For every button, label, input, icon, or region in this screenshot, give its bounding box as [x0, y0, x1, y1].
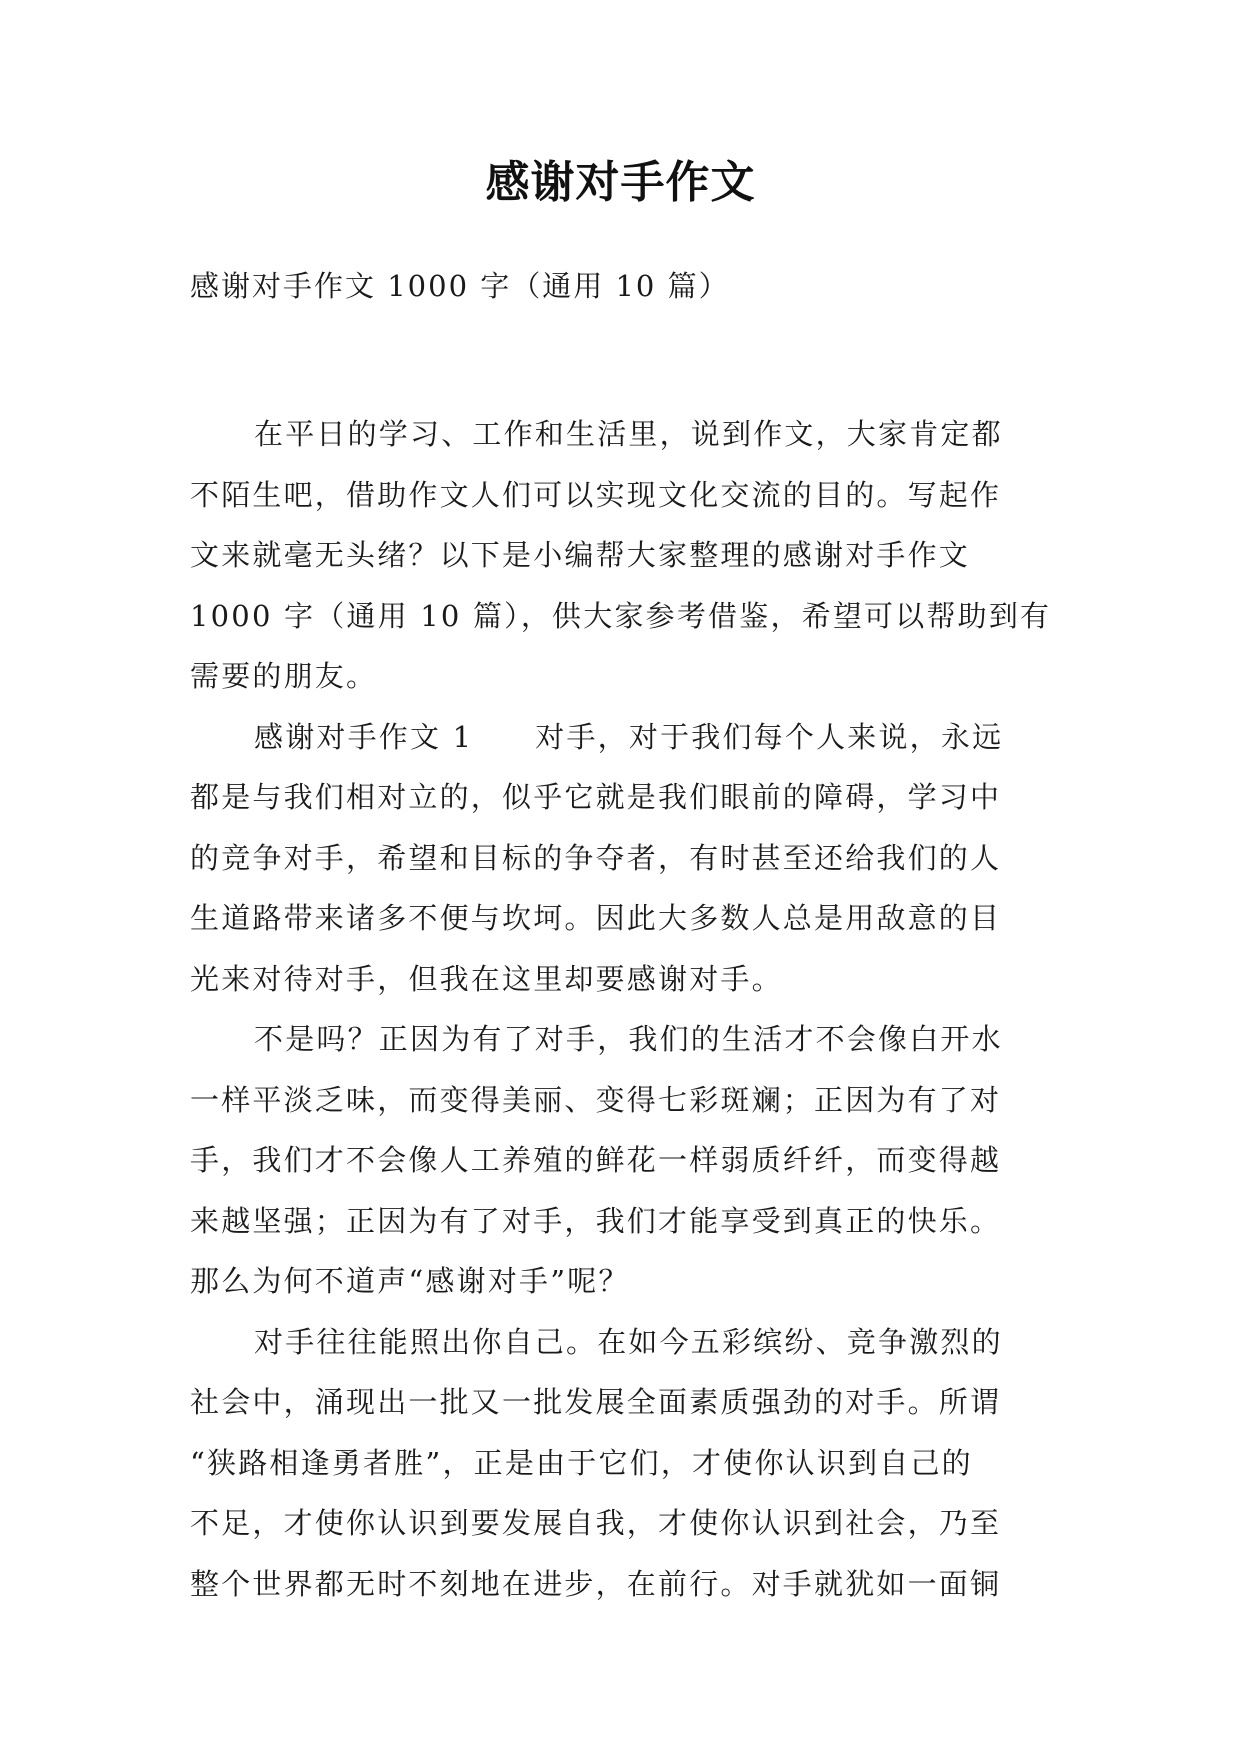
paragraph-line: 整个世界都无时不刻地在进步，在前行。对手就犹如一面铜 — [190, 1566, 1002, 1601]
paragraph-line: 光来对待对手，但我在这里却要感谢对手。 — [190, 961, 783, 996]
paragraph-line: 在平日的学习、工作和生活里，说到作文，大家肯定都 — [254, 417, 1003, 451]
paragraph-line: 需要的朋友。 — [190, 659, 378, 693]
essay-heading-line — [190, 707, 1070, 768]
paragraph-line: 不陌生吧，借助作文人们可以实现文化交流的目的。写起作 — [190, 477, 1002, 512]
paragraph-line: 的竞争对手，希望和目标的争夺者，有时甚至还给我们的人 — [190, 840, 1002, 875]
paragraph-line: 一样平淡乏味，而变得美丽、变得七彩斑斓；正因为有了对 — [190, 1082, 1002, 1117]
body-paragraph — [190, 1312, 1070, 1615]
document-body — [190, 404, 1070, 1614]
paragraph-line: 不足，才使你认识到要发展自我，才使你认识到社会，乃至 — [190, 1506, 1002, 1540]
intro-paragraph — [190, 404, 1070, 707]
paragraph-line: 手，我们才不会像人工养殖的鲜花一样弱质纤纤，而变得越 — [190, 1143, 1002, 1177]
paragraph-line: 不是吗？正因为有了对手，我们的生活才不会像白开水 — [254, 1022, 1003, 1056]
paragraph-text: 对手，对于我们每个人来说，永远 — [535, 719, 1004, 754]
paragraph-line: 那么为何不道声“感谢对手”呢？ — [190, 1264, 630, 1298]
paragraph-line: 社会中，涌现出一批又一批发展全面素质强劲的对手。所谓 — [190, 1385, 1002, 1419]
body-paragraph — [190, 1009, 1070, 1312]
document-title: 感谢对手作文 — [485, 157, 756, 208]
paragraph-line: 都是与我们相对立的，似乎它就是我们眼前的障碍，学习中 — [190, 780, 1002, 814]
document-subtitle: 感谢对手作文 1000 字（通用 10 篇） — [190, 269, 730, 303]
paragraph-line: 对手往往能照出你自己。在如今五彩缤纷、竞争激烈的 — [254, 1324, 1003, 1359]
paragraph-line: 来越坚强；正因为有了对手，我们才能享受到真正的快乐。 — [190, 1203, 1002, 1238]
paragraph-line: 文来就毫无头绪？以下是小编帮大家整理的感谢对手作文 — [190, 538, 971, 572]
paragraph-line: “狭路相逢勇者胜”，正是由于它们，才使你认识到自己的 — [190, 1445, 973, 1480]
essay-1-paragraph — [190, 707, 1070, 1010]
paragraph-line: 1000 字（通用 10 篇），供大家参考借鉴，希望可以帮助到有 — [190, 598, 1052, 633]
paragraph-line: 生道路带来诸多不便与坎坷。因此大多数人总是用敌意的目 — [190, 901, 1002, 935]
essay-heading: 感谢对手作文 1 — [254, 719, 474, 754]
